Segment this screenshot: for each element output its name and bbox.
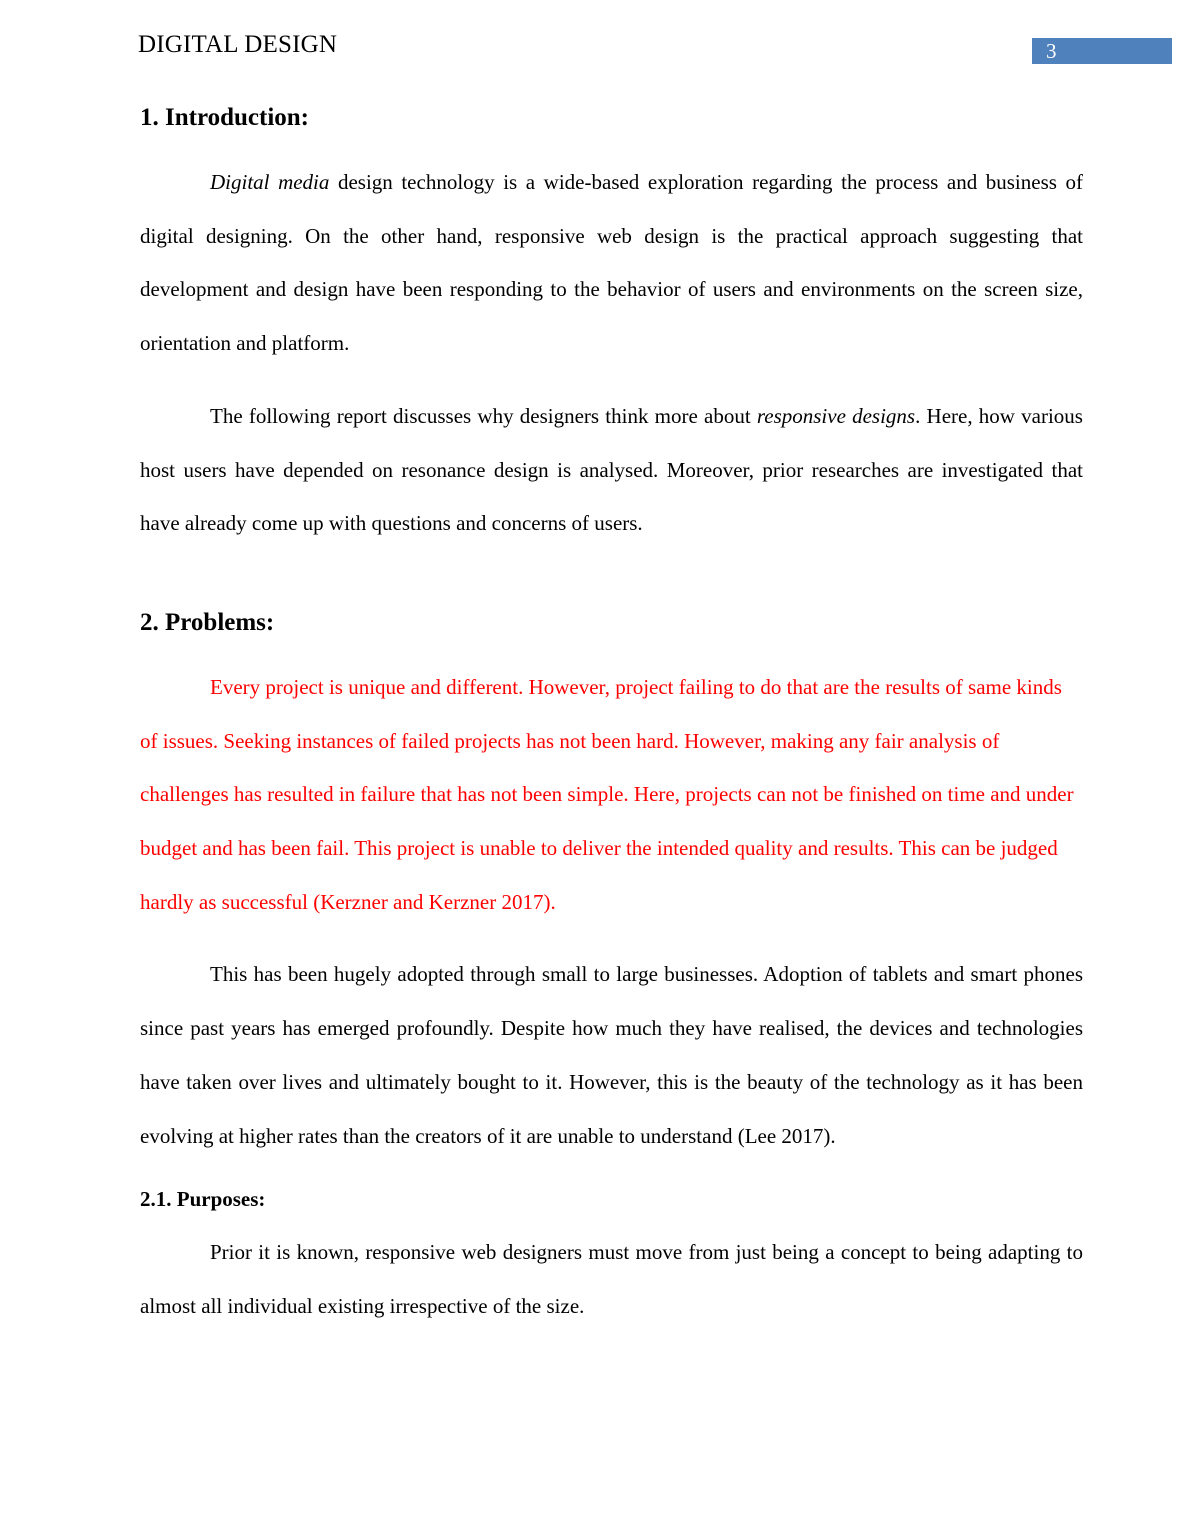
intro-paragraph-2-after: . Here, how various host users have depended on resonance design is analysed. Moreover, prior researches are investigated that have already come up with questions and concerns of users. <box>140 403 1083 536</box>
page-number-box <box>1032 38 1172 64</box>
section-heading-introduction: 1. Introduction: <box>140 104 310 131</box>
intro-paragraph-2 <box>140 390 1083 551</box>
intro-paragraph-2-before: The following report discusses why designers think more about <box>210 403 757 428</box>
problems-paragraph-red: Every project is unique and different. However, project failing to do that are the results of same kinds of issues. Seeking instances of failed projects has not been hard. However, making any fair analysis of challenges has resulted in failure that has not been simple. Here, projects can not be finished on time and under budget and has been fail. This project is unable to deliver the intended quality and results. This can be judged hardly as successful (Kerzner and Kerzner 2017). <box>140 674 1074 914</box>
running-head: DIGITAL DESIGN <box>138 31 338 58</box>
document-body <box>140 96 1083 1334</box>
purposes-paragraph: Prior it is known, responsive web designers must move from just being a concept to being adapting to almost all individual existing irrespective of the size. <box>140 1240 1083 1318</box>
section-heading-problems: 2. Problems: <box>140 608 275 636</box>
page-number: 3 <box>1046 39 1057 63</box>
italic-term-digital-media: Digital media <box>210 170 330 194</box>
intro-paragraph-1-text: design technology is a wide-based exploration regarding the process and business of digital designing. On the other hand, responsive web design is the practical approach suggesting that development and design have been responding to the behavior of users and environments on the screen size, orientation and platform. <box>140 170 1083 356</box>
problems-paragraph-2: This has been hugely adopted through small to large businesses. Adoption of tablets and smart phones since past years has emerged profoundly. Despite how much they have realised, the devices and technologies have taken over lives and ultimately bought to it. However, this is the beauty of the technology as it has been evolving at higher rates than the creators of it are unable to understand (Lee 2017). <box>140 962 1083 1148</box>
subsection-heading-purposes: 2.1. Purposes: <box>140 1187 266 1212</box>
italic-term-responsive-designs: responsive designs <box>756 403 916 428</box>
intro-paragraph-1 <box>140 156 1083 371</box>
